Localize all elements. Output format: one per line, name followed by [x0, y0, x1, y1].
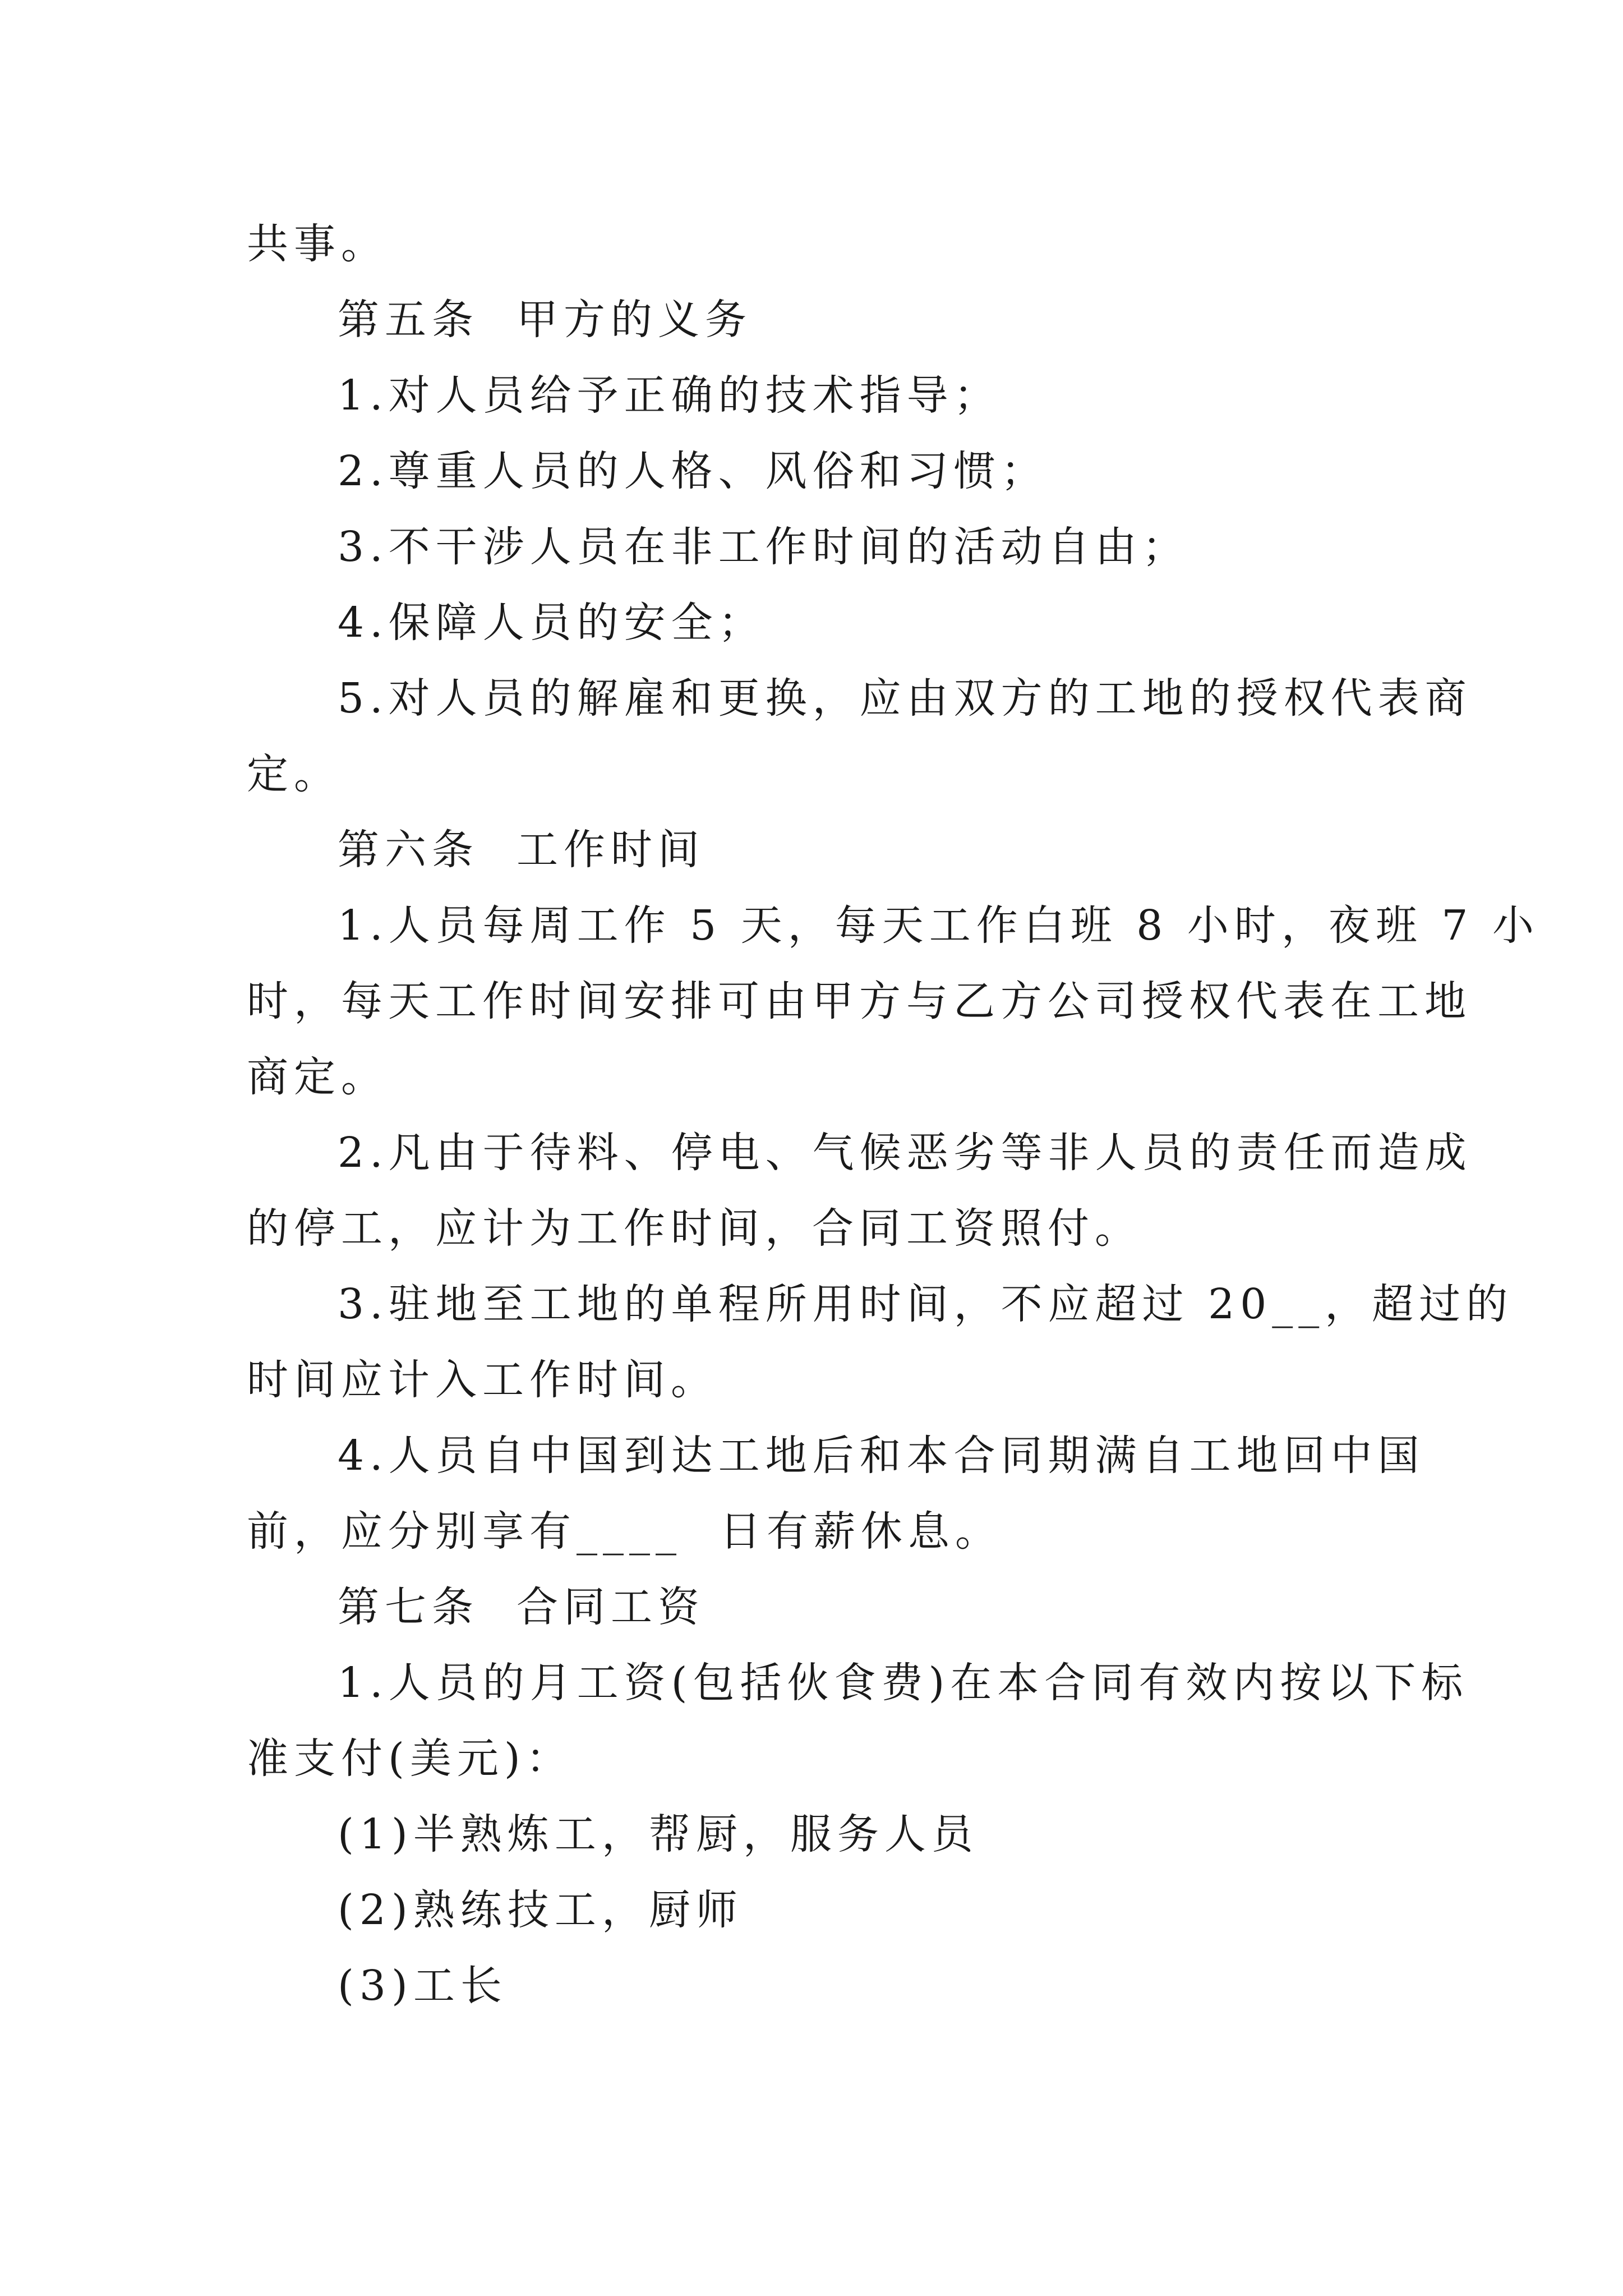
list-item: 3.驻地至工地的单程所用时间，不应超过 20__，超过的 — [338, 1280, 1514, 1328]
list-item: 1.对人员给予正确的技术指导； — [338, 371, 1001, 420]
section-heading: 第七条 合同工资 — [338, 1583, 706, 1631]
list-item: 5.对人员的解雇和更换，应由双方的工地的授权代表商 — [338, 674, 1472, 723]
paragraph-line: 准支付(美元)： — [247, 1734, 573, 1783]
paragraph-line: 的停工，应计为工作时间，合同工资照付。 — [247, 1204, 1142, 1253]
section-heading: 第六条 工作时间 — [338, 826, 706, 874]
paragraph-line: 共事。 — [247, 220, 388, 268]
list-item: 2.凡由于待料、停电、气候恶劣等非人员的责任而造成 — [338, 1129, 1472, 1177]
list-item: (3)工长 — [338, 1962, 508, 2010]
list-item: 4.保障人员的安全； — [338, 599, 766, 647]
paragraph-line: 时间应计入工作时间。 — [247, 1356, 718, 1404]
list-item: 2.尊重人员的人格、风俗和习惯； — [338, 447, 1048, 495]
list-item: 1.人员的月工资(包括伙食费)在本合同有效内按以下标 — [338, 1659, 1469, 1707]
paragraph-line: 前，应分别享有____ 日有薪休息。 — [247, 1507, 1003, 1556]
list-item: (2)熟练技工，厨师 — [338, 1886, 743, 1934]
paragraph-line: 商定。 — [247, 1053, 388, 1101]
paragraph-line: 定。 — [247, 750, 341, 798]
paragraph-line: 时，每天工作时间安排可由甲方与乙方公司授权代表在工地 — [247, 977, 1472, 1025]
section-heading: 第五条 甲方的义务 — [338, 296, 753, 344]
list-item: 1.人员每周工作 5 天，每天工作白班 8 小时，夜班 7 小 — [338, 901, 1539, 950]
list-item: 4.人员自中国到达工地后和本合同期满自工地回中国 — [338, 1432, 1425, 1480]
list-item: 3.不干涉人员在非工作时间的活动自由； — [338, 523, 1189, 571]
list-item: (1)半熟炼工，帮厨，服务人员 — [338, 1810, 979, 1858]
